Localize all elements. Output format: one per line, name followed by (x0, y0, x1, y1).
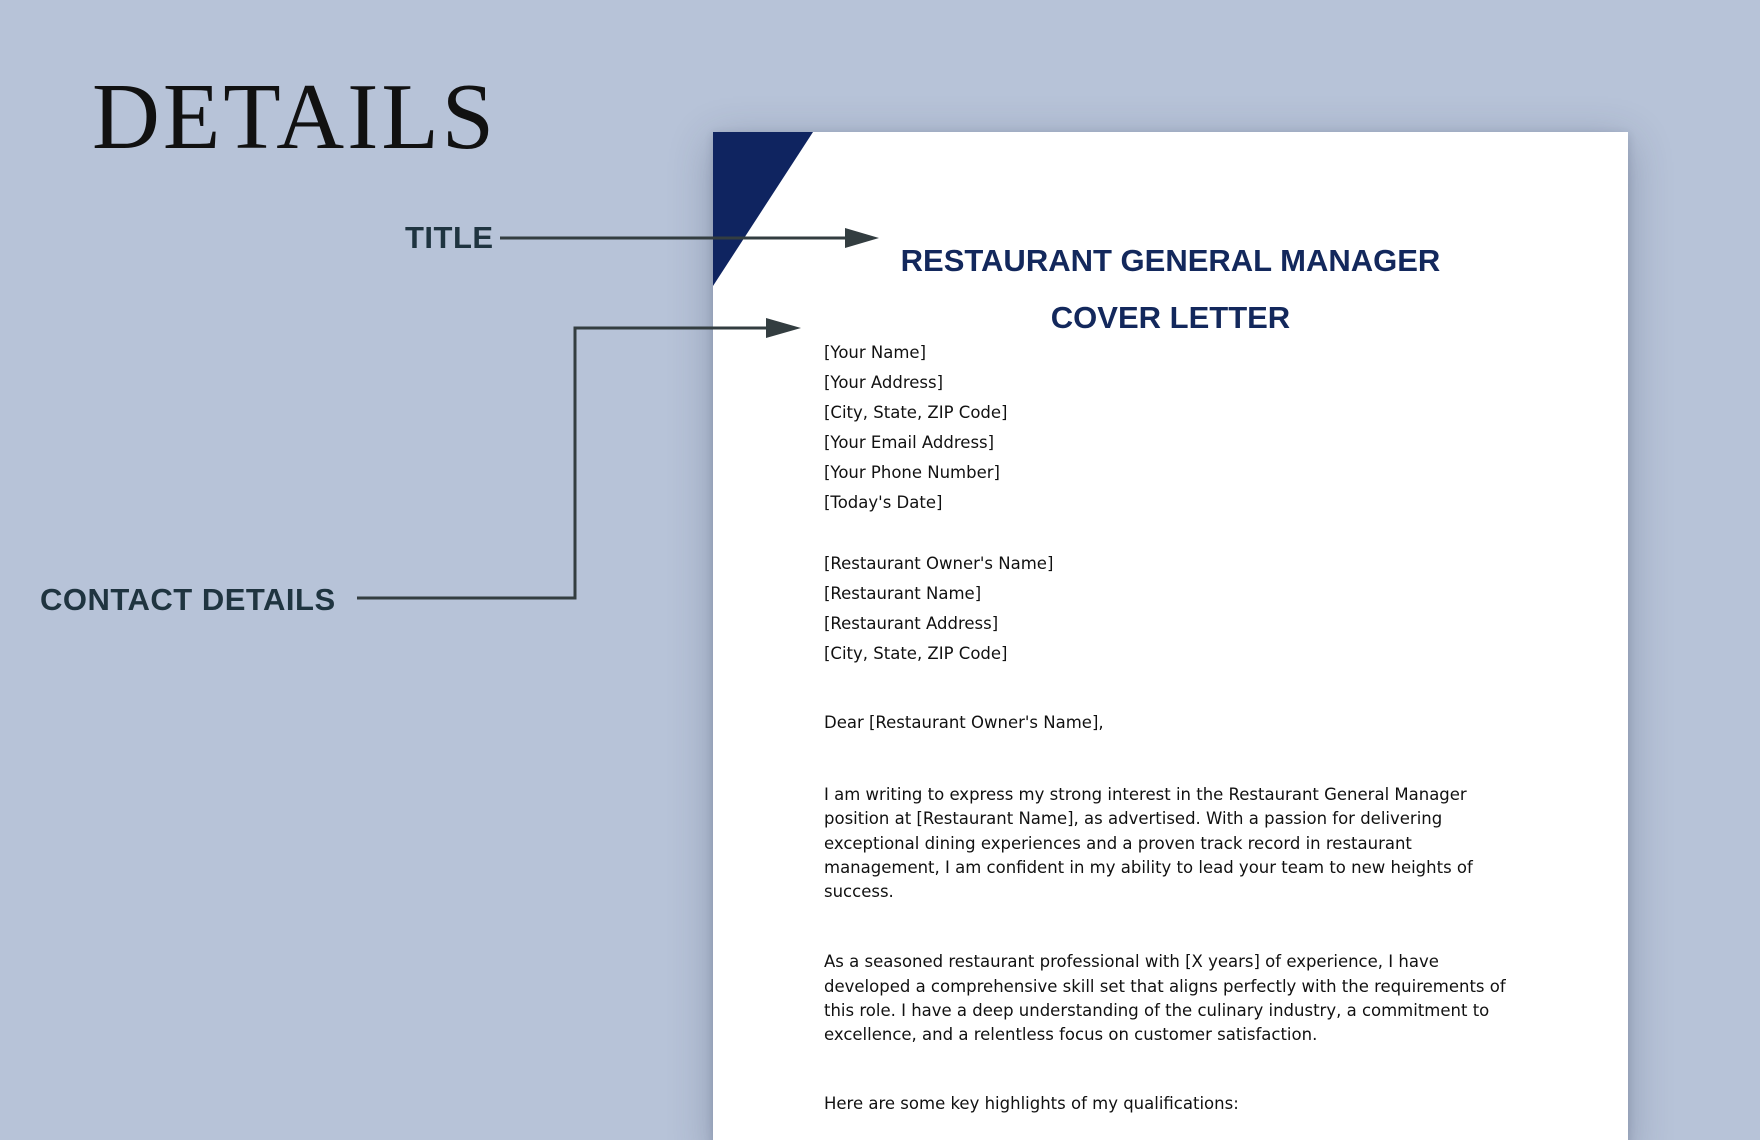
paragraph-1: I am writing to express my strong interest in the Restaurant General Manager position at [Restaurant Name], as advertised. With a passion for delivering exceptional dining experiences and a proven track record in restaurant management, I am confident in my ability to lead your team to new heights of success. (824, 785, 1473, 902)
document-title-line-1: RESTAURANT GENERAL MANAGER (900, 243, 1441, 278)
sender-address: [Your Address] (824, 373, 944, 392)
sender-phone: [Your Phone Number] (824, 463, 1000, 482)
callout-title-label: TITLE (405, 220, 494, 255)
sender-city-state-zip: [City, State, ZIP Code] (824, 403, 1008, 422)
recipient-block (824, 549, 1524, 669)
highlights-intro: Here are some key highlights of my qualifications: (824, 1093, 1239, 1113)
recipient-city-state-zip: [City, State, ZIP Code] (824, 644, 1008, 663)
document-title-line-2: COVER LETTER (1050, 300, 1291, 335)
greeting: Dear [Restaurant Owner's Name], (824, 713, 1104, 732)
sender-email: [Your Email Address] (824, 433, 995, 452)
recipient-address: [Restaurant Address] (824, 614, 999, 633)
document-page (713, 132, 1628, 1140)
sender-name: [Your Name] (824, 343, 927, 362)
page-heading: DETAILS (92, 65, 498, 169)
sender-block (824, 338, 1524, 518)
sender-date: [Today's Date] (824, 493, 943, 512)
paragraph-2: As a seasoned restaurant professional with [X years] of experience, I have developed a comprehensive skill set that aligns perfectly with the requirements of this role. I have a deep understanding of the culinary industry, a commitment to excellence, and a relentless focus on customer satisfaction. (824, 952, 1506, 1045)
recipient-restaurant-name: [Restaurant Name] (824, 584, 982, 603)
recipient-owner-name: [Restaurant Owner's Name] (824, 554, 1054, 573)
document-body (824, 338, 1524, 1116)
callout-contact-label: CONTACT DETAILS (40, 582, 336, 617)
document-title (713, 232, 1628, 346)
